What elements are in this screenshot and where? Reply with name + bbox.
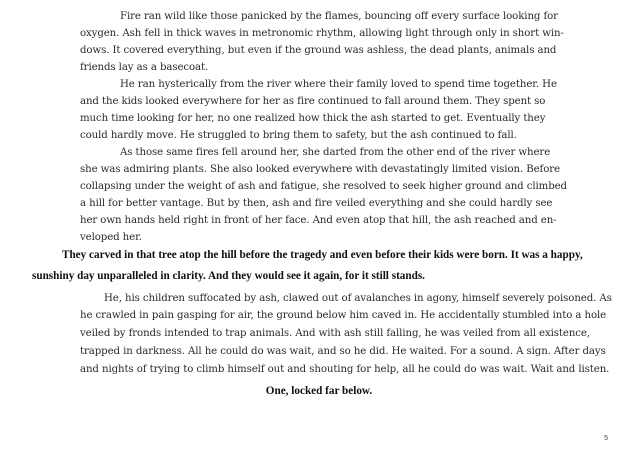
paragraph-5-line-3: veiled by fronds intended to trap animals. And with ash still falling, he was veiled from all existence, (80, 328, 590, 339)
paragraph-3-line-6: veloped her. (80, 232, 142, 243)
paragraph-2-line-3: much time looking for her, no one realized how thick the ash started to get. Eventually they (80, 113, 546, 124)
paragraph-1-line-2: oxygen. Ash fell in thick waves in metronomic rhythm, allowing light through only in short win- (80, 28, 564, 39)
paragraph-2-line-2: and the kids looked everywhere for her as fire continued to fall around them. They spent so (80, 96, 546, 107)
page-number: 5 (604, 435, 608, 442)
paragraph-1-line-1: Fire ran wild like those panicked by the flames, bouncing off every surface looking for (120, 11, 558, 22)
paragraph-5-line-5: and nights of trying to climb himself out and shouting for help, all he could do was wait. Wait and listen. (80, 364, 610, 375)
paragraph-2-line-4: could hardly move. He struggled to bring them to safety, but the ash continued to fall. (80, 130, 517, 141)
paragraph-3-line-1: As those same fires fell around her, she darted from the other end of the river where (120, 147, 551, 158)
paragraph-3-line-3: collapsing under the weight of ash and fatigue, she resolved to seek higher ground and climbed (80, 181, 567, 192)
paragraph-3-line-4: a hill for better vantage. But by then, ash and fire veiled everything and she could hardly see (80, 198, 553, 209)
paragraph-4-line-2: sunshiny day unparalleled in clarity. And they would see it again, for it still stands. (32, 270, 425, 282)
paragraph-3-line-5: her own hands held right in front of her face. And even atop that hill, the ash reached and en- (80, 215, 557, 226)
paragraph-5-line-1: He, his children suffocated by ash, clawed out of avalanches in agony, himself severely poisoned. As (104, 293, 612, 304)
paragraph-5-line-2: he crawled in pain gasping for air, the ground below him caved in. He accidentally stumbled into a hole (80, 310, 607, 321)
paragraph-1-line-3: dows. It covered everything, but even if the ground was ashless, the dead plants, animals and (80, 45, 557, 56)
paragraph-3-line-2: she was admiring plants. She also looked everywhere with devastatingly limited vision. Before (80, 164, 560, 175)
paragraph-5-line-4: trapped in darkness. All he could do was wait, and so he did. He waited. For a sound. A sign. After days (80, 346, 606, 357)
paragraph-4-line-1: They carved in that tree atop the hill before the tragedy and even before their kids were born. It was a happy, (62, 249, 583, 261)
closing-line: One, locked far below. (265, 385, 373, 397)
paragraph-1-line-4: friends lay as a basecoat. (80, 62, 209, 73)
paragraph-2-line-1: He ran hysterically from the river where their family loved to spend time together. He (120, 79, 557, 90)
